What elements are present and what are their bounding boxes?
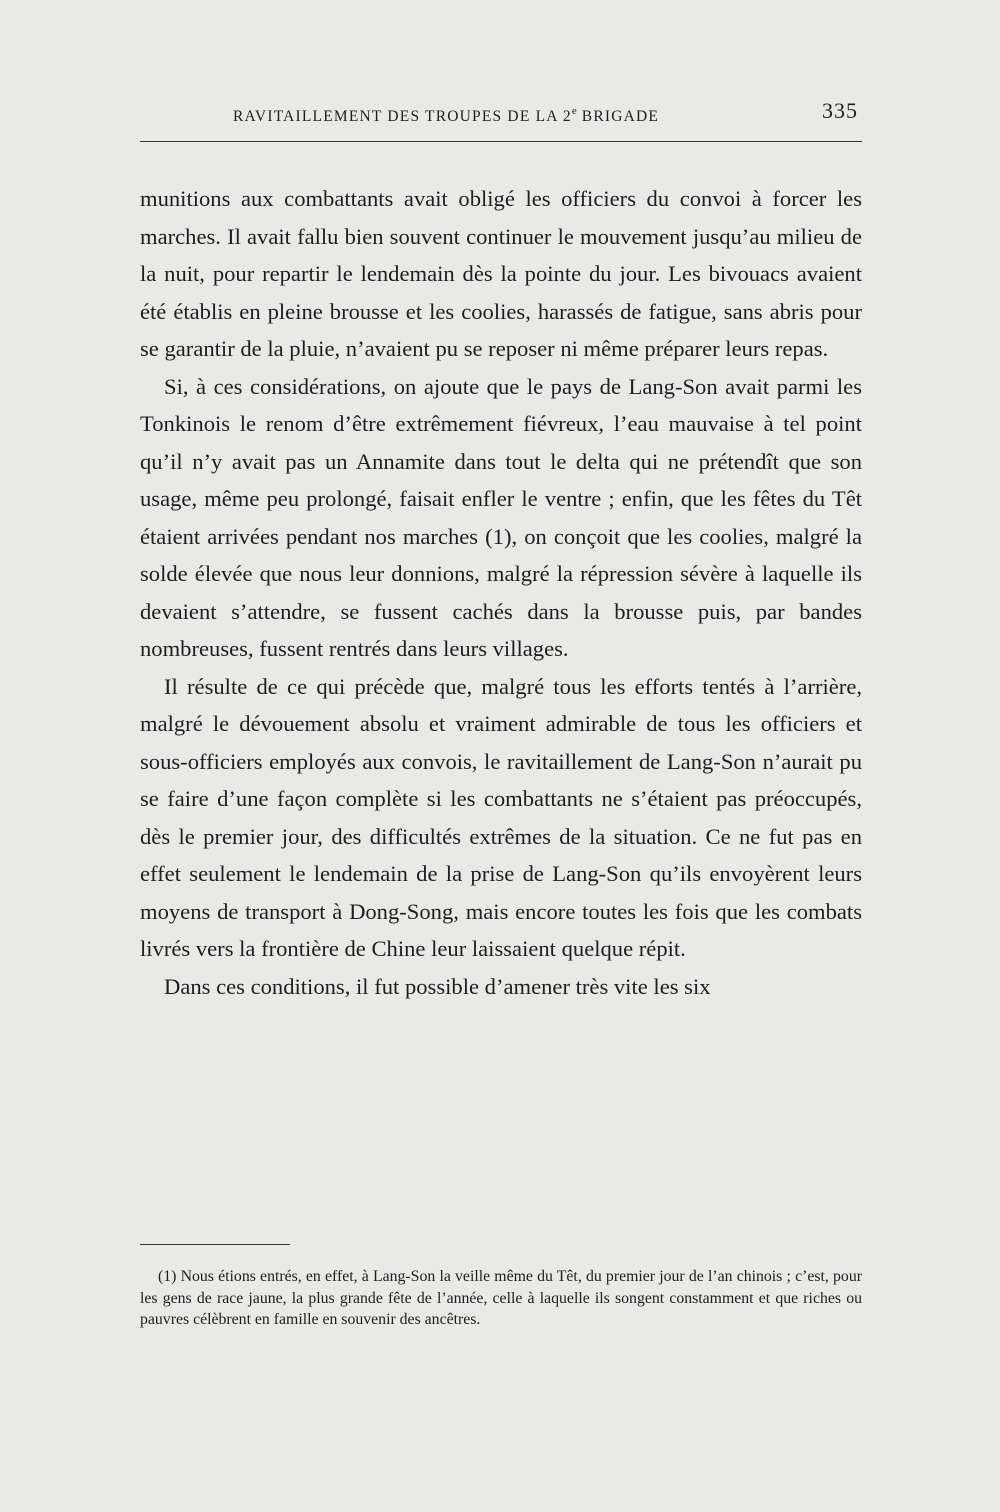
- running-header: [140, 98, 862, 128]
- running-title-suffix: BRIGADE: [576, 108, 660, 125]
- header-rule: [140, 141, 862, 142]
- paragraph: Il résulte de ce qui précède que, malgré tous les efforts tentés à l’arrière, malgré le dévouement absolu et vraiment admirable de tous les officiers et sous-officiers employés aux convois, le ravitaillement de Lang-Son n’aurait pu se faire d’une façon complète si les combattants ne s’étaient pas préoccupés, dès le premier jour, des difficultés extrêmes de la situation. Ce ne fut pas en effet seulement le lendemain de la prise de Lang-Son qu’ils envoyèrent leurs moyens de transport à Dong-Song, mais encore toutes les fois que les combats livrés vers la frontière de Chine leur laissaient quelque répit.: [140, 673, 862, 961]
- paragraph: Dans ces conditions, il fut possible d’amener très vite les six: [164, 973, 711, 999]
- paragraph-continued: munitions aux combattants avait obligé les officiers du convoi à forcer les marches. Il avait fallu bien souvent continuer le mouvement jusqu’au milieu de la nuit, pour repartir le lendemain dès la pointe du jour. Les bivouacs avaient été établis en pleine brousse et les coolies, harassés de fatigue, sans abris pour se garantir de la pluie, n’avaient pu se reposer ni même préparer leurs repas.: [140, 186, 862, 361]
- footnote-rule: [140, 1244, 290, 1245]
- page-number: 335: [822, 98, 858, 123]
- main-text: [140, 180, 862, 1005]
- paragraph: Si, à ces considérations, on ajoute que le pays de Lang-Son avait parmi les Tonkinois le renom d’être extrêmement fiévreux, l’eau mauvaise à tel point qu’il n’y avait pas un Annamite dans tout le delta qui ne prétendît que son usage, même peu prolongé, faisait enfler le ventre ; enfin, que les fêtes du Têt étaient arrivées pendant nos marches (1), on conçoit que les coolies, malgré la solde élevée que nous leur donnions, malgré la répression sévère à laquelle ils devaient s’attendre, se fussent cachés dans la brousse puis, par bandes nombreuses, fussent rentrés dans leurs villages.: [140, 373, 862, 661]
- footnote: (1) Nous étions entrés, en effet, à Lang-Son la veille même du Têt, du premier jour de l’an chinois ; c’est, pour les gens de race jaune, la plus grande fête de l’année, celle à laquelle ils songent constamment et que riches ou pauvres célèbrent en famille en souvenir des ancêtres.: [140, 1268, 862, 1328]
- running-title: [233, 98, 659, 130]
- running-title-superscript: e: [571, 105, 577, 117]
- running-title-main: RAVITAILLEMENT DES TROUPES DE LA 2: [233, 108, 572, 125]
